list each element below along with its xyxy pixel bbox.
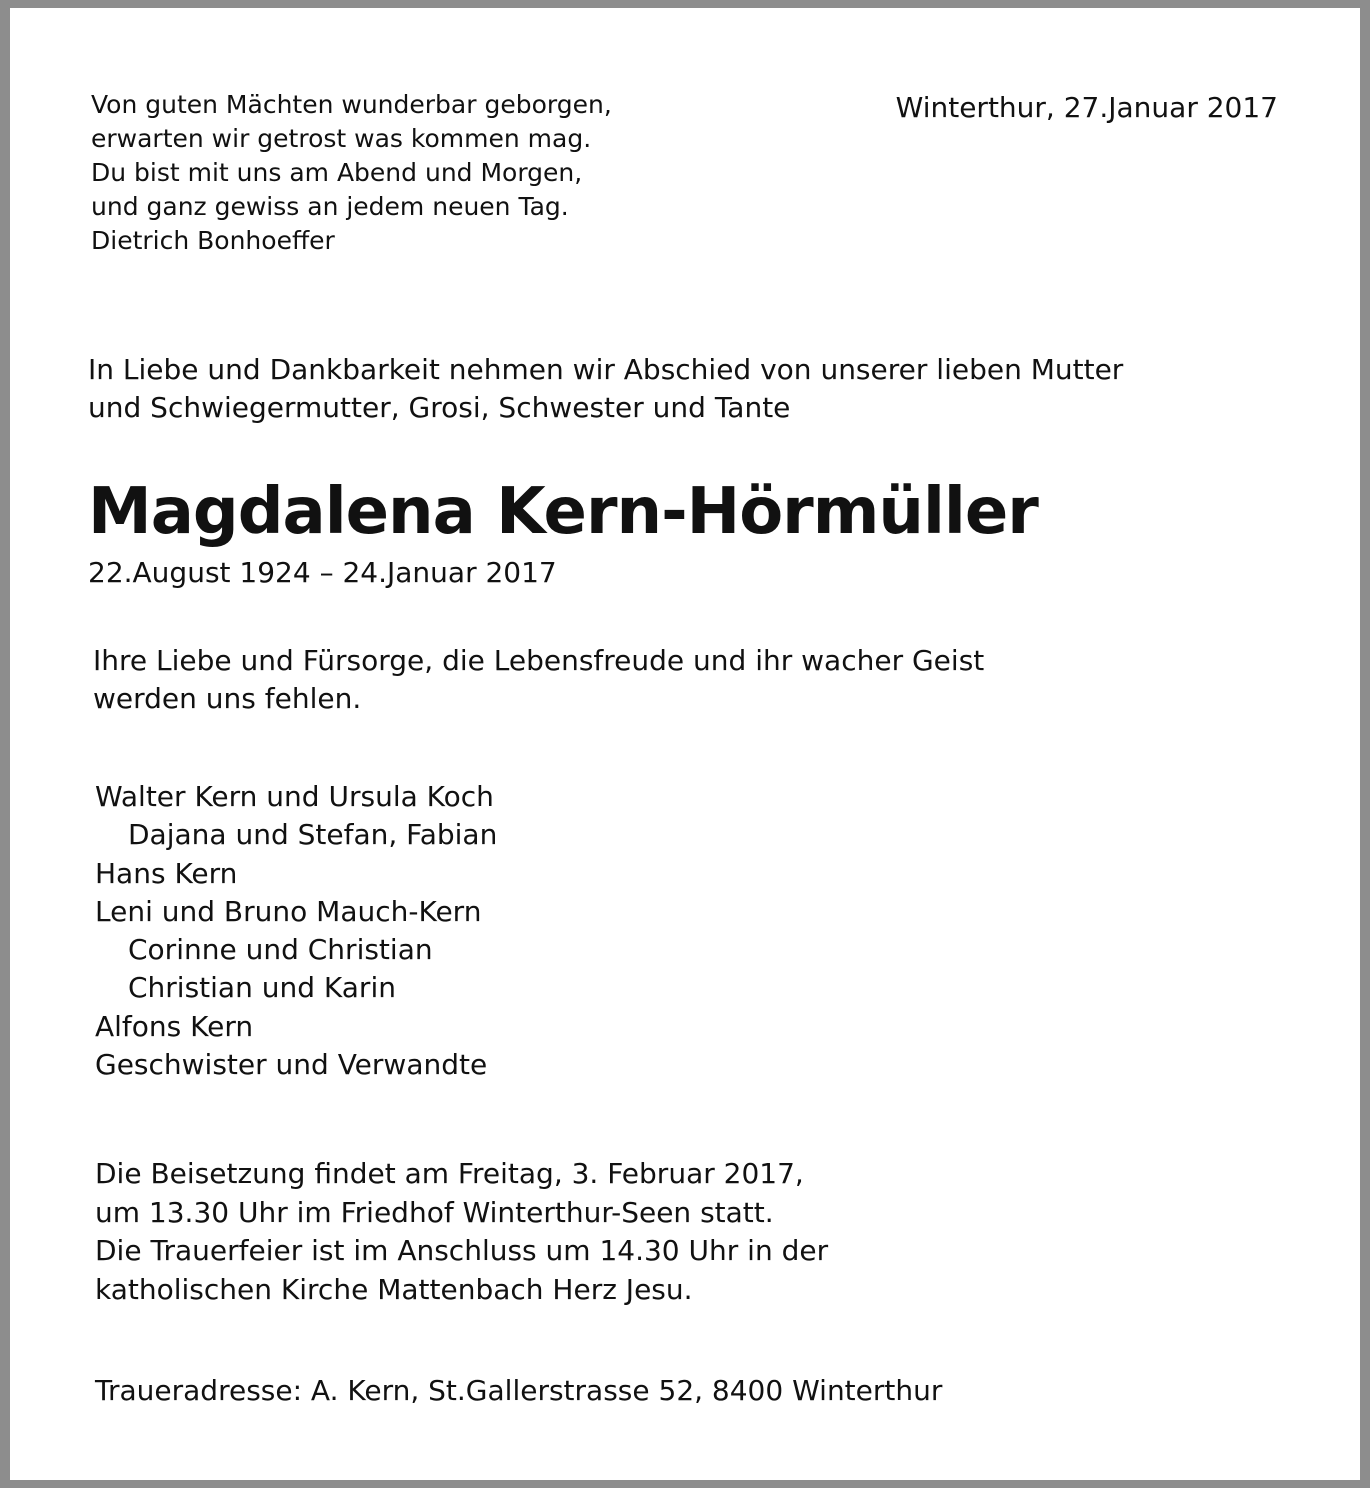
tribute-line: werden uns fehlen. [93, 682, 362, 715]
mourner-entry-indented: Christian und Karin [128, 971, 396, 1005]
intro-line: In Liebe und Dankbarkeit nehmen wir Abschied von unserer lieben Mutter [88, 353, 1124, 386]
poem-line: Von guten Mächten wunderbar geborgen, [91, 90, 612, 119]
life-dates: 22.August 1924 – 24.Januar 2017 [88, 556, 557, 589]
funeral-line: Die Beisetzung findet am Freitag, 3. Februar 2017, [95, 1157, 804, 1190]
intro-text [88, 351, 1123, 427]
poem-line: und ganz gewiss an jedem neuen Tag. [91, 192, 569, 221]
mourner-entry: Geschwister und Verwandte [95, 1048, 488, 1082]
mourner-entry: Walter Kern und Ursula Koch [95, 780, 494, 813]
mourner-entry: Leni und Bruno Mauch-Kern [95, 894, 482, 928]
funeral-details [95, 1155, 828, 1309]
funeral-line: Die Trauerfeier ist im Anschluss um 14.30 Uhr in der [95, 1234, 829, 1267]
mourners-list [95, 778, 497, 1084]
funeral-line: katholischen Kirche Mattenbach Herz Jesu. [95, 1272, 693, 1306]
mourning-address: Traueradresse: A. Kern, St.Gallerstrasse 52, 8400 Winterthur [95, 1374, 943, 1407]
deceased-name: Magdalena Kern-Hörmüller [88, 475, 1038, 549]
intro-line: und Schwiegermutter, Grosi, Schwester und Tante [88, 391, 791, 424]
mourner-entry-indented: Dajana und Stefan, Fabian [128, 818, 498, 852]
mourner-entry: Alfons Kern [95, 1009, 254, 1043]
poem-line: erwarten wir getrost was kommen mag. [91, 124, 592, 153]
tribute-line: Ihre Liebe und Fürsorge, die Lebensfreude und ihr wacher Geist [93, 644, 985, 677]
place-date: Winterthur, 27.Januar 2017 [895, 91, 1278, 124]
poem-quote [91, 88, 612, 258]
poem-line: Du bist mit uns am Abend und Morgen, [91, 158, 583, 187]
mourner-entry-indented: Corinne und Christian [128, 933, 433, 967]
poem-author: Dietrich Bonhoeffer [91, 226, 335, 255]
mourner-entry: Hans Kern [95, 856, 238, 890]
funeral-line: um 13.30 Uhr im Friedhof Winterthur-Seen statt. [95, 1195, 774, 1229]
tribute-text [93, 642, 984, 718]
